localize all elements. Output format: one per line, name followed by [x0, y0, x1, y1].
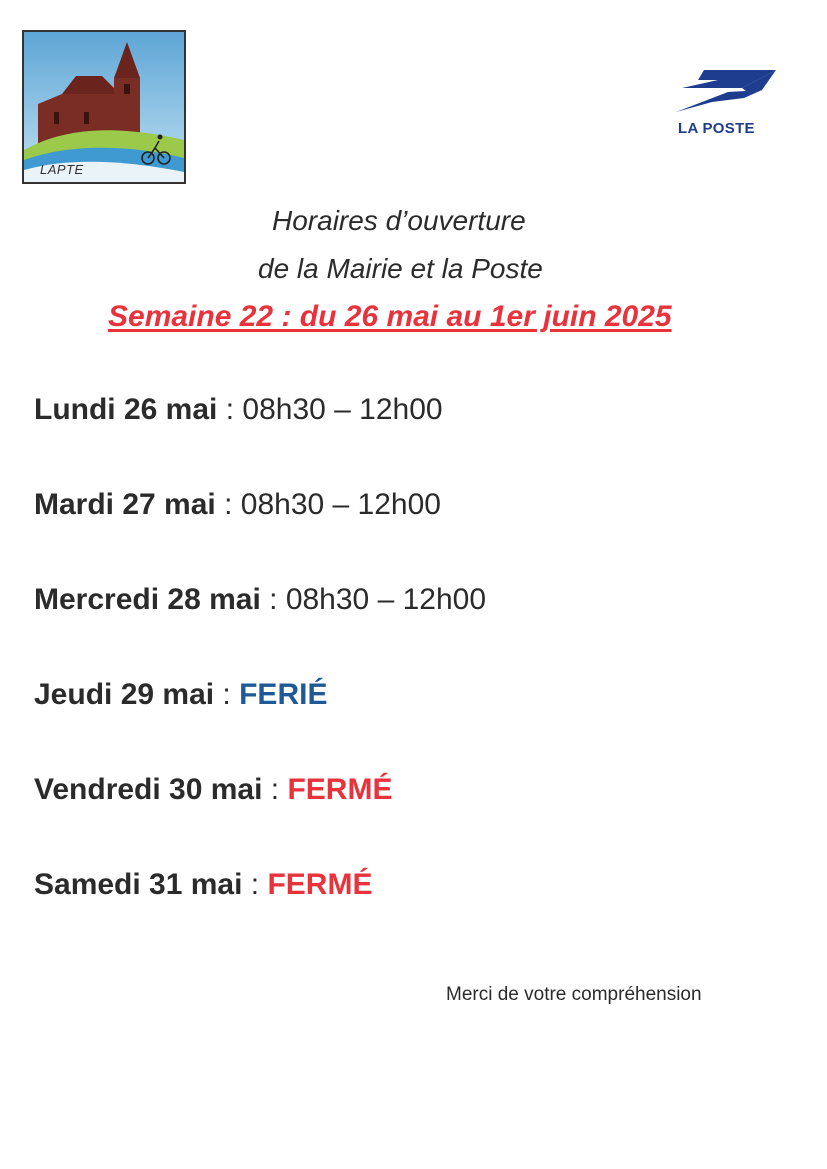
schedule-row-vendredi	[34, 773, 794, 868]
opening-hours: 08h30 – 12h00	[242, 393, 443, 426]
day-label: Lundi 26 mai	[34, 393, 218, 426]
separator: :	[215, 488, 241, 521]
week-heading: Semaine 22 : du 26 mai au 1er juin 2025	[108, 300, 672, 333]
schedule-row-jeudi	[34, 678, 794, 773]
closed-status: FERMÉ	[267, 868, 373, 901]
separator: :	[260, 583, 286, 616]
day-label: Samedi 31 mai	[34, 868, 243, 901]
schedule-row-samedi	[34, 868, 794, 963]
day-label: Vendredi 30 mai	[34, 773, 263, 806]
separator: :	[217, 393, 243, 426]
schedule-row-mardi	[34, 488, 794, 583]
separator: :	[262, 773, 288, 806]
day-label: Jeudi 29 mai	[34, 678, 215, 711]
schedule-row-mercredi	[34, 583, 794, 678]
opening-hours: 08h30 – 12h00	[285, 583, 487, 616]
separator: :	[242, 868, 268, 901]
la-poste-logo-text: LA POSTE	[678, 120, 755, 137]
la-poste-logo-icon	[672, 68, 782, 118]
day-label: Mardi 27 mai	[34, 488, 216, 521]
day-label: Mercredi 28 mai	[34, 583, 261, 616]
schedule-row-lundi	[34, 393, 794, 488]
closed-status: FERMÉ	[287, 773, 393, 806]
lapte-logo-text: LAPTE	[40, 162, 84, 177]
la-poste-logo	[672, 68, 782, 140]
title-line-1: Horaires d’ouverture	[272, 205, 526, 236]
separator: :	[214, 678, 240, 711]
lapte-village-logo-icon	[24, 32, 184, 182]
holiday-status: FERIÉ	[239, 678, 328, 711]
opening-hours: 08h30 – 12h00	[240, 488, 441, 521]
thank-you-note: Merci de votre compréhension	[446, 984, 702, 1005]
schedule-list	[34, 393, 794, 963]
lapte-logo	[22, 30, 186, 184]
title-line-2: de la Mairie et la Poste	[258, 253, 543, 284]
